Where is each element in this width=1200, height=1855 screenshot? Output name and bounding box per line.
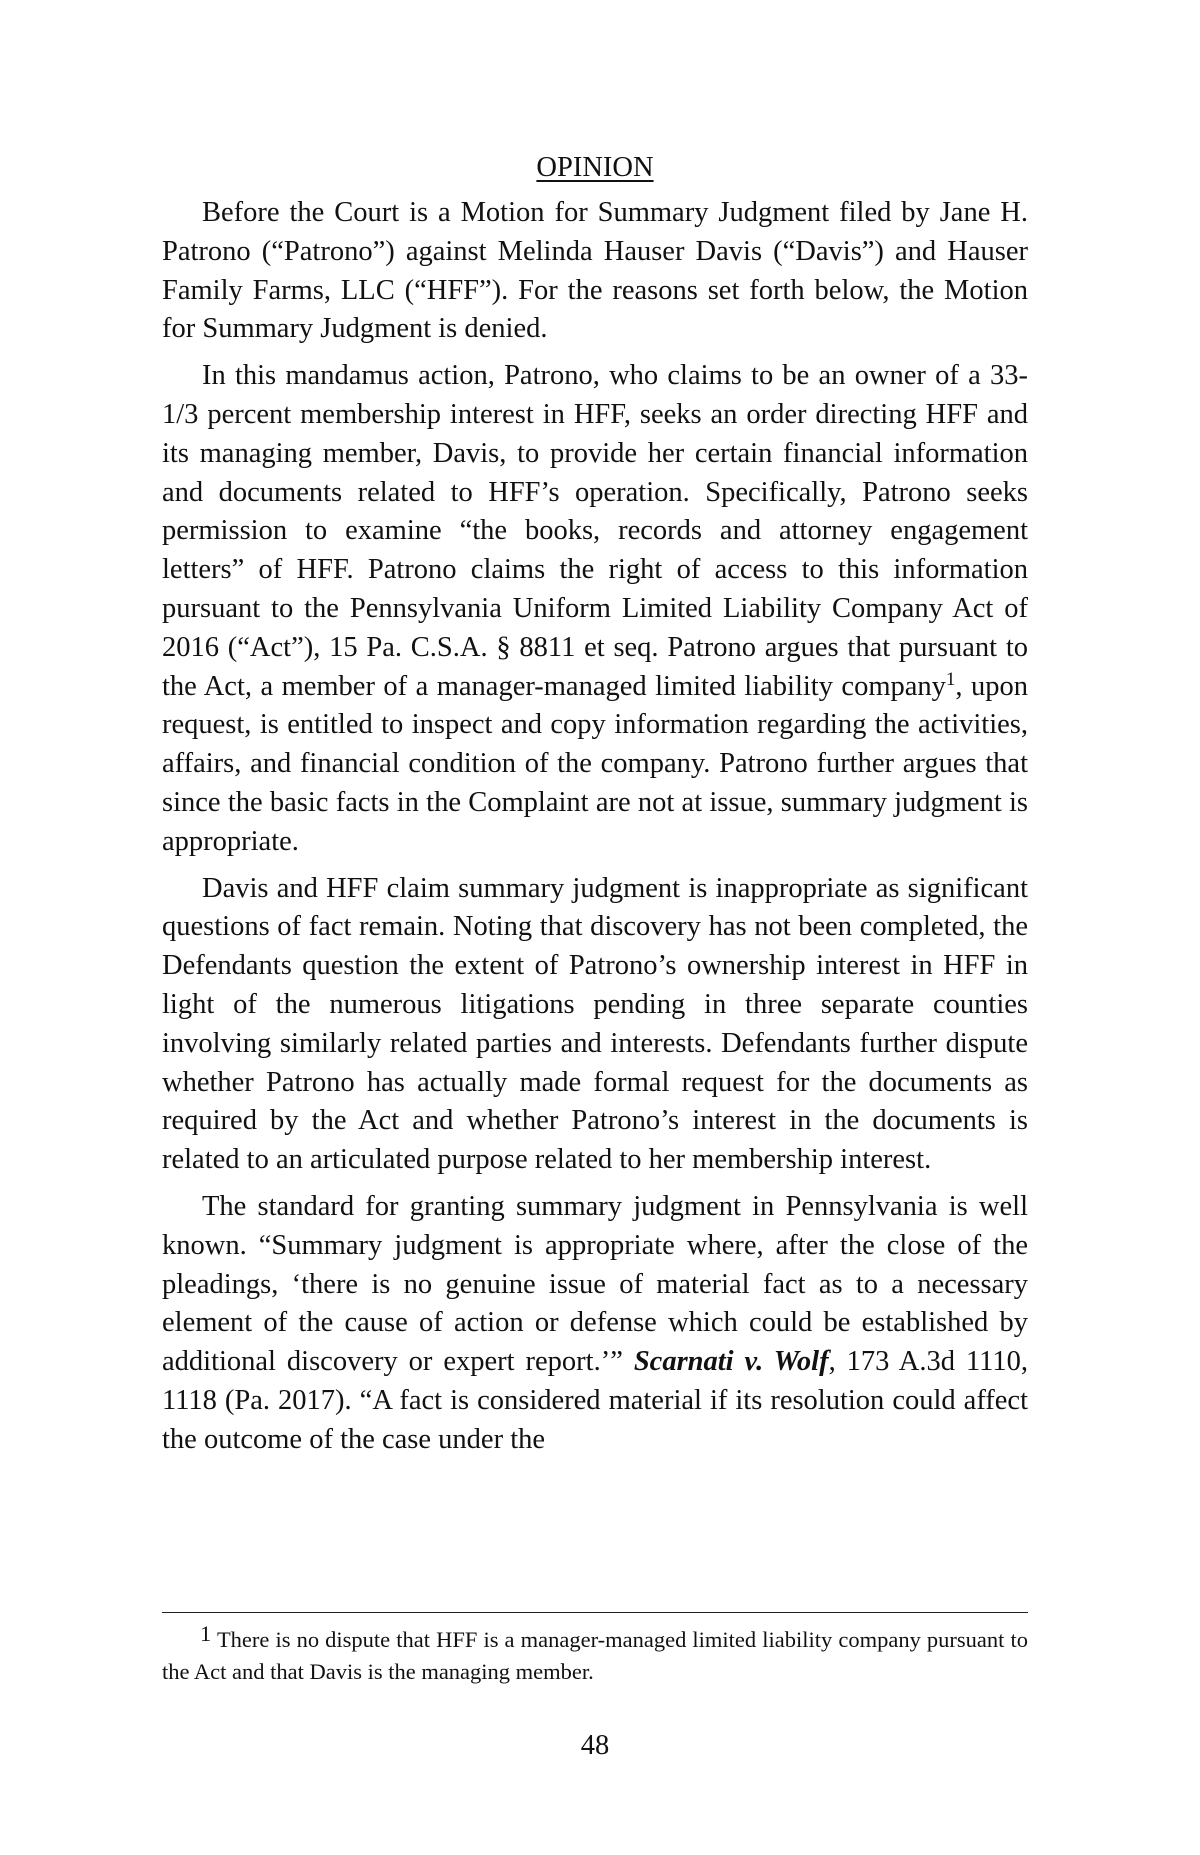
- footnote-reference: 1: [945, 668, 956, 690]
- paragraph-mandamus-text-after: , upon request, is entitled to inspect and copy information regarding the activities, affairs, and financial condition of the company. Patrono further argues that since the basic facts in the Complaint are not at issue, summary judgment is appropriate.: [162, 670, 1028, 857]
- paragraph-mandamus-text-before: In this mandamus action, Patrono, who claims to be an owner of a 33-1/3 percent membership interest in HFF, seeks an order directing HFF and its managing member, Davis, to provide her certain financial information and documents related to HFF’s operation. Specifically, Patrono seeks permission to examine “the books, records and attorney engagement letters” of HFF. Patrono claims the right of access to this information pursuant to the Pennsylvania Uniform Limited Liability Company Act of 2016 (“Act”), 15 Pa. C.S.A. § 8811 et seq. Patrono argues that pursuant to the Act, a member of a manager-managed limited liability company: [162, 360, 1028, 702]
- footnote-text: There is no dispute that HFF is a manager-managed limited liability company pursuant to the Act and that Davis is the managing member.: [162, 1627, 1028, 1684]
- paragraph-intro: Before the Court is a Motion for Summary Judgment filed by Jane H. Patrono (“Patrono”) against Melinda Hauser Davis (“Davis”) and Hauser Family Farms, LLC (“HFF”). For the reasons set forth below, the Motion for Summary Judgment is denied.: [162, 197, 1028, 345]
- page-number: 48: [580, 1730, 610, 1761]
- paragraph-standard-text-before: The standard for granting summary judgment in Pennsylvania is well known. “Summary judgment is appropriate where, after the close of the pleadings, ‘there is no genuine issue of material fact as to a necessary element of the cause of action or defense which could be established by additional discovery or expert report.’”: [162, 1190, 1028, 1378]
- paragraph-standard: [162, 1188, 1028, 1460]
- paragraph-standard-text-after: , 173 A.3d 1110, 1118 (Pa. 2017). “A fact is considered material if its resolution could affect the outcome of the case under the: [162, 1346, 1028, 1455]
- footnote-number: 1: [200, 1621, 212, 1646]
- case-citation-name: Scarnati v. Wolf: [633, 1346, 829, 1378]
- footnote-divider: [162, 1612, 1028, 1613]
- paragraph-defendants: Davis and HFF claim summary judgment is inappropriate as significant questions of fact remain. Noting that discovery has not been completed, the Defendants question the extent of Patrono’s ownership interest in HFF in light of the numerous litigations pending in three separate counties involving similarly related parties and interests. Defendants further dispute whether Patrono has actually made formal request for the documents as required by the Act and whether Patrono’s interest in the documents is related to an articulated purpose related to her membership interest.: [162, 872, 1028, 1176]
- opinion-heading: OPINION: [536, 152, 654, 183]
- paragraph-mandamus: [162, 357, 1028, 861]
- opinion-body: [162, 150, 1028, 1468]
- footnote: [162, 1621, 1028, 1688]
